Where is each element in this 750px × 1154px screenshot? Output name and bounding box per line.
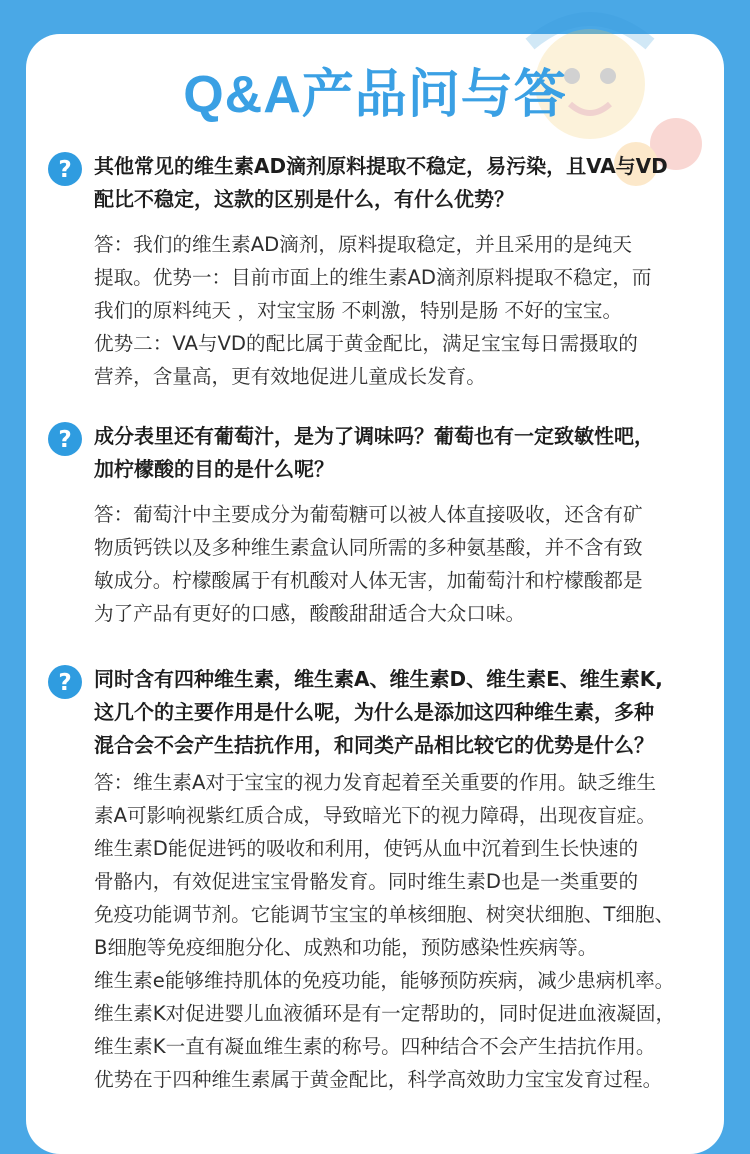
question-row [48, 420, 728, 486]
question-text: 同时含有四种维生素，维生素A、维生素D、维生素E、维生素K, 这几个的主要作用是什么呢，为什么是添加这四种维生素，多种 混合会不会产生拮抗作用，和同类产品相比较它的优势是什么？ [94, 667, 663, 757]
question-text: 成分表里还有葡萄汁，是为了调味吗？葡萄也有一定致敏性吧， 加柠檬酸的目的是什么呢？ [94, 424, 654, 481]
svg-text:?: ? [58, 670, 72, 696]
question-mark-icon [48, 665, 82, 699]
answer-text: 答：我们的维生素AD滴剂，原料提取稳定，并且采用的是纯天 提取。优势一：目前市面上的维生素AD滴剂原料提取不稳定，而 我们的原料纯天 ，对宝宝肠 不刺激，特别是肠 不好的宝宝。 优势二：VA与VD的配比属于黄金配比，满足宝宝每日需摄取的 营养，含量高，更有效地促进儿童成长发育。 [94, 233, 652, 388]
question-text: 其他常见的维生素AD滴剂原料提取不稳定，易污染，且VA与VD 配比不稳定，这款的区别是什么，有什么优势？ [94, 154, 668, 211]
qa-item-1 [48, 150, 728, 393]
question-mark-icon [48, 422, 82, 456]
qa-item-2 [48, 420, 728, 630]
answer-text: 答：维生素A对于宝宝的视力发育起着至关重要的作用。缺乏维生 素A可影响视紫红质合成，导致暗光下的视力障碍，出现夜盲症。 维生素D能促进钙的吸收和利用，使钙从血中沉着到生长快速的 骨骼内，有效促进宝宝骨骼发育。同时维生素D也是一类重要的 免疫功能调节剂。它能调节宝宝的单核细胞、树突状细胞、T细胞、 B细胞等免疫细胞分化、成熟和功能，预防感染性疾病等。 维生素e能够维持肌体的免疫功能，能够预防疾病，减少患病机率。 维生素K对促进婴儿血液循环是有一定帮助的，同时促进血液凝固， 维生素K一直有凝血维生素的称号。四种结合不会产生拮抗作用。 优势在于四种维生素属于黄金配比，科学高效助力宝宝发育过程。 [94, 771, 676, 1091]
qa-item-3 [48, 663, 728, 1096]
page-title: Q&A产品问与答 [183, 66, 567, 124]
svg-text:?: ? [58, 427, 72, 453]
question-mark-icon [48, 152, 82, 186]
question-row [48, 150, 728, 216]
question-row [48, 663, 728, 762]
svg-text:?: ? [58, 157, 72, 183]
answer-text: 答：葡萄汁中主要成分为葡萄糖可以被人体直接吸收，还含有矿 物质钙铁以及多种维生素盒认同所需的多种氨基酸，并不含有致 敏成分。柠檬酸属于有机酸对人体无害，加葡萄汁和柠檬酸都是 为了产品有更好的口感，酸酸甜甜适合大众口味。 [94, 503, 643, 625]
